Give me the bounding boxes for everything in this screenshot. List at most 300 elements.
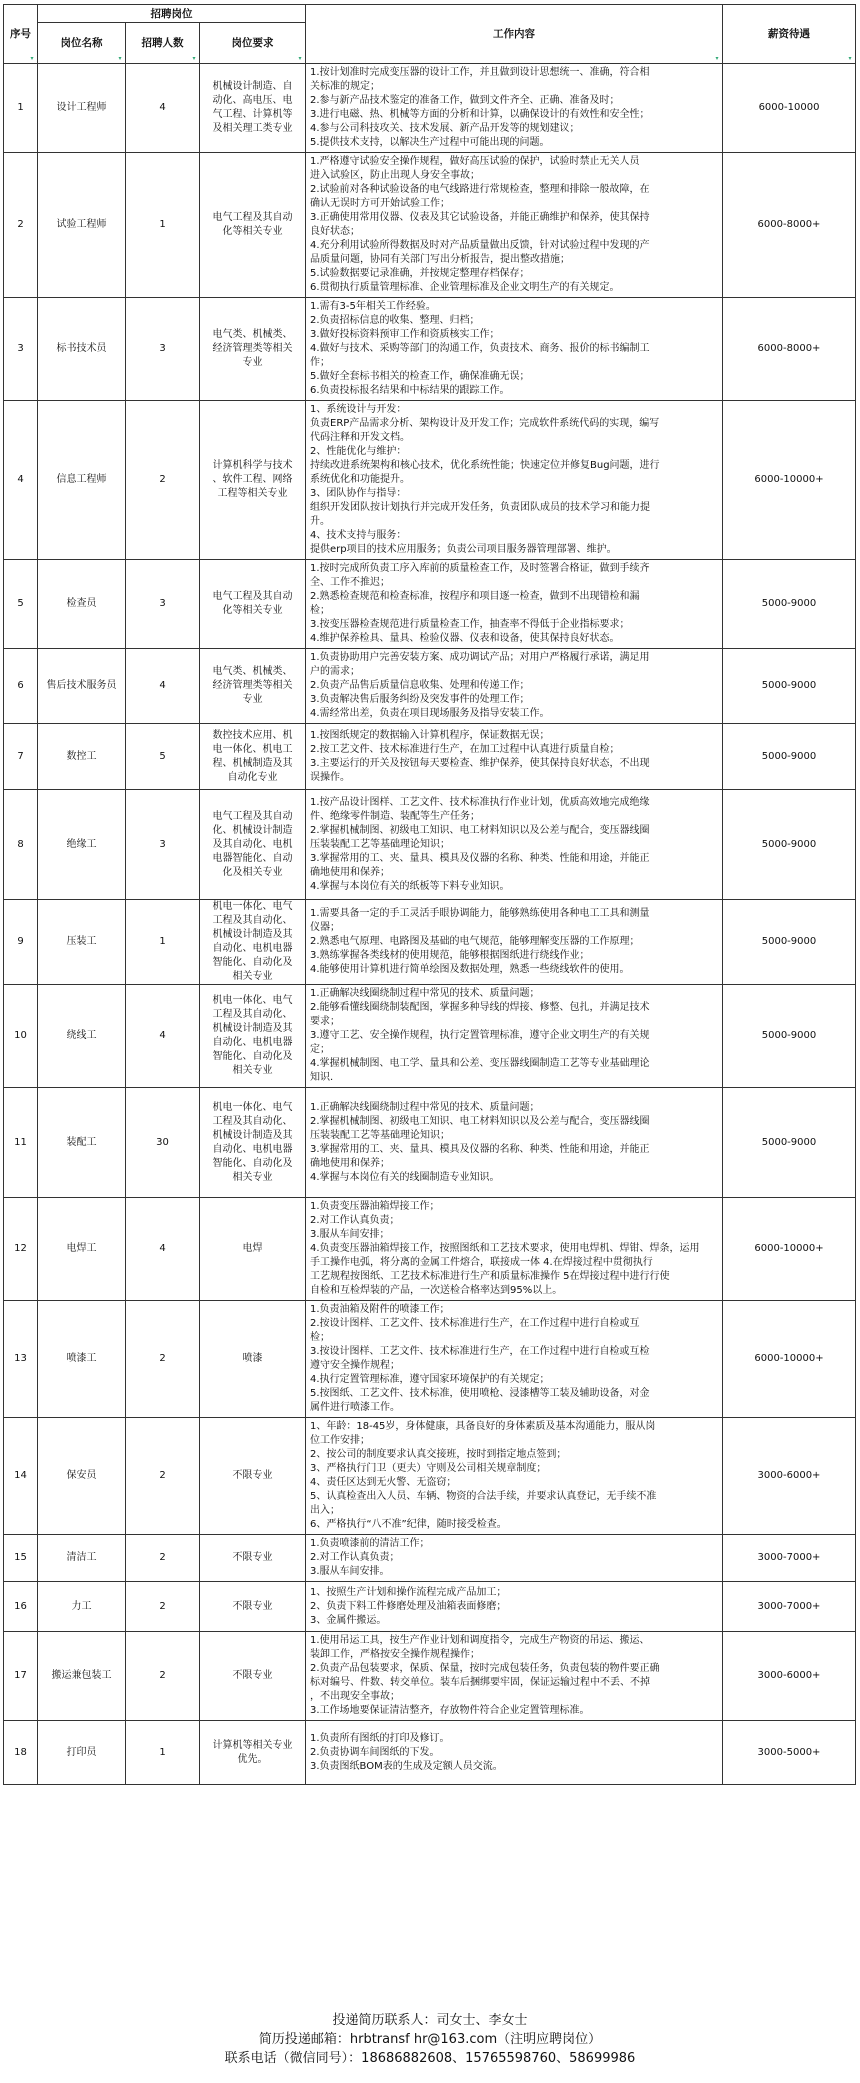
cell-name: 绝缘工	[38, 790, 126, 900]
cell-count: 4	[126, 985, 200, 1088]
content-line: 6.负责投标报名结果和中标结果的跟踪工作。	[310, 385, 510, 396]
req-line: 动化、高电压、电	[212, 95, 293, 106]
cell-salary: 5000-9000	[723, 790, 856, 900]
content-line: 4.掌握与本岗位有关的纸板等下料专业知识。	[310, 880, 510, 892]
table-row	[4, 985, 856, 1088]
req-line: 智能化、自动化及	[212, 1157, 293, 1169]
content-line: 3.负责解决售后服务纠纷及突发事件的处理工作；	[310, 694, 530, 705]
req-line: 化等相关专业	[222, 605, 283, 616]
cell-salary: 3000-7000+	[723, 1535, 856, 1582]
cell-name: 售后技术服务员	[38, 649, 126, 724]
table-row	[4, 1632, 856, 1721]
content-line: 标对编号、件数、转交单位。装车后捆绑要牢固，保证运输过程中不丢、不掉	[310, 1677, 650, 1688]
cell-content	[306, 1721, 723, 1785]
cell-content	[306, 1418, 723, 1535]
content-line: 1.严格遵守试验安全操作规程，做好高压试验的保护，试验时禁止无关人员	[310, 156, 640, 167]
req-line: 相关专业	[232, 971, 273, 982]
req-line: 计算机科学与技术	[212, 460, 293, 471]
cell-req	[200, 1632, 306, 1721]
req-line: 机械设计制造及其	[212, 929, 293, 940]
cell-content	[306, 1535, 723, 1582]
content-line: 4、技术支持与服务：	[310, 530, 407, 541]
content-line: 1、按照生产计划和操作流程完成产品加工；	[310, 1586, 507, 1598]
cell-name: 检查员	[38, 560, 126, 649]
req-line: 经济管理类等相关	[212, 343, 293, 354]
table-row	[4, 298, 856, 401]
cell-content	[306, 1301, 723, 1418]
cell-name: 保安员	[38, 1418, 126, 1535]
cell-name: 打印员	[38, 1721, 126, 1785]
content-line: 4.掌握机械制图、电工学、量具和公差、变压器线圈制造工艺等专业基础理论	[310, 1058, 650, 1069]
cell-seq: 3	[4, 298, 38, 401]
content-line: 2.负责招标信息的收集、整理、归档；	[310, 315, 480, 326]
req-line: 机电一体化、电气	[212, 901, 293, 912]
content-line: 3.遵守工艺、安全操作规程，执行定置管理标准，遵守企业文明生产的有关规	[310, 1030, 650, 1041]
footer-phone: 联系电话（微信同号）：18686882608、15765598760、58699986	[224, 2051, 636, 2066]
content-line: 4.负责变压器油箱焊接工作，按照图纸和工艺技术要求，使用电焊机、焊钳、焊条，运用	[310, 1243, 700, 1254]
req-line: 电一体化、机电工	[212, 743, 293, 755]
content-line: 2.掌握机械制图、初级电工知识、电工材料知识以及公差与配合，变压器线圈	[310, 824, 650, 836]
cell-content	[306, 1632, 723, 1721]
req-line: 化、机械设计制造	[212, 824, 293, 836]
table-row	[4, 1418, 856, 1535]
header-content: 工作内容 ▾	[306, 5, 723, 64]
cell-seq: 4	[4, 401, 38, 560]
cell-name: 标书技术员	[38, 298, 126, 401]
cell-count: 4	[126, 649, 200, 724]
content-line: 1.按时完成所负责工序入库前的质量检查工作，及时签署合格证，做到手续齐	[310, 563, 650, 574]
content-line: 自检和互检焊装的产品，一次送检合格率达到95%以上。	[310, 1285, 563, 1296]
header-seq: 序号 ▾	[4, 5, 38, 64]
cell-name: 设计工程师	[38, 64, 126, 153]
req-line: 化等相关专业	[222, 226, 283, 237]
cell-salary: 5000-9000	[723, 1088, 856, 1198]
cell-name: 力工	[38, 1582, 126, 1632]
req-line: 化及相关专业	[222, 866, 283, 878]
content-line: 5.做好全套标书相关的检查工作，确保准确无误；	[310, 371, 530, 382]
cell-content	[306, 1198, 723, 1301]
cell-name: 试验工程师	[38, 153, 126, 298]
cell-name: 数控工	[38, 724, 126, 790]
req-line: 计算机等相关专业	[212, 1739, 293, 1751]
req-line: 电气类、机械类、	[212, 666, 293, 677]
cell-name: 电焊工	[38, 1198, 126, 1301]
req-line: 及其自动化、电机	[212, 838, 293, 850]
cell-salary: 3000-6000+	[723, 1632, 856, 1721]
req-line: 不限专业	[232, 1552, 273, 1563]
table-row	[4, 1582, 856, 1632]
cell-req	[200, 401, 306, 560]
cell-count: 1	[126, 1721, 200, 1785]
cell-count: 2	[126, 1632, 200, 1721]
cell-req	[200, 1198, 306, 1301]
table-row	[4, 1721, 856, 1785]
content-line: 检；	[310, 605, 330, 616]
req-line: 优先。	[237, 1753, 268, 1765]
filter-dropdown-icon[interactable]: ▾	[715, 55, 719, 62]
cell-seq: 1	[4, 64, 38, 153]
cell-seq: 5	[4, 560, 38, 649]
cell-salary: 5000-9000	[723, 724, 856, 790]
content-line: 2、按公司的制度要求认真交接班，按时到指定地点签到；	[310, 1449, 567, 1460]
cell-req	[200, 153, 306, 298]
content-line: 仪器；	[310, 922, 340, 933]
header-name: 岗位名称 ▾	[38, 23, 126, 64]
req-line: 机电一体化、电气	[212, 995, 293, 1006]
cell-seq: 10	[4, 985, 38, 1088]
content-line: 1.负责协助用户完善安装方案、成功调试产品；对用户严格履行承诺，满足用	[310, 652, 650, 663]
cell-name: 信息工程师	[38, 401, 126, 560]
cell-seq: 11	[4, 1088, 38, 1198]
cell-seq: 6	[4, 649, 38, 724]
content-line: 3.工作场地要保证清洁整齐，存放物件符合企业定置管理标准。	[310, 1705, 590, 1716]
req-line: 相关专业	[232, 1065, 273, 1076]
cell-count: 2	[126, 401, 200, 560]
content-line: 1.负责变压器油箱焊接工作；	[310, 1201, 440, 1212]
table-row	[4, 64, 856, 153]
cell-content	[306, 560, 723, 649]
content-line: 装卸工作，严格按安全操作规程操作；	[310, 1649, 480, 1660]
content-line: 2.负责产品售后质量信息收集、处理和传递工作；	[310, 680, 530, 691]
table-row	[4, 790, 856, 900]
footer-contacts: 投递简历联系人：司女士、李女士	[332, 2013, 528, 2028]
content-line: 代码注释和开发文档。	[310, 432, 410, 443]
req-line: 工程及其自动化、	[212, 915, 293, 926]
content-line: 升。	[310, 516, 330, 527]
cell-content	[306, 298, 723, 401]
table-row	[4, 401, 856, 560]
cell-count: 2	[126, 1418, 200, 1535]
cell-name: 喷漆工	[38, 1301, 126, 1418]
content-line: 2.对工作认真负责；	[310, 1552, 400, 1563]
content-line: 要求；	[310, 1016, 340, 1027]
content-line: 2.试验前对各种试验设备的电气线路进行常规检查，整理和排除一般故障，在	[310, 184, 650, 195]
cell-content	[306, 790, 723, 900]
content-line: 户的需求；	[310, 666, 360, 677]
content-line: 3.熟练掌握各类线材的使用规范，能够根据图纸进行绕线作业；	[310, 950, 590, 961]
req-line: 专业	[242, 357, 263, 368]
footer-email: 简历投递邮箱：hrbtransf hr@163.com（注明应聘岗位）	[258, 2032, 602, 2047]
cell-name: 压装工	[38, 900, 126, 985]
req-line: 自动化、电机电器	[212, 1143, 293, 1155]
cell-salary: 6000-8000+	[723, 298, 856, 401]
content-line: 5.按图纸、工艺文件、技术标准，使用喷枪、浸漆槽等工装及辅助设备，对金	[310, 1388, 650, 1399]
cell-req	[200, 724, 306, 790]
cell-req	[200, 1301, 306, 1418]
cell-salary: 6000-8000+	[723, 153, 856, 298]
req-line: 自动化专业	[227, 771, 278, 783]
content-line: 2.按设计图样、工艺文件、技术标准进行生产，在工作过程中进行自检或互	[310, 1318, 640, 1329]
cell-content	[306, 649, 723, 724]
req-line: 数控技术应用、机	[212, 729, 293, 741]
filter-dropdown-icon[interactable]: ▾	[30, 55, 34, 62]
content-line: 1、系统设计与开发：	[310, 404, 407, 415]
content-line: 2、负责下料工件修磨处理及油箱表面修磨；	[310, 1600, 507, 1612]
cell-name: 清洁工	[38, 1535, 126, 1582]
cell-seq: 7	[4, 724, 38, 790]
cell-count: 2	[126, 1301, 200, 1418]
content-line: 3、团队协作与指导：	[310, 488, 407, 499]
content-line: 1.负责所有图纸的打印及修订。	[310, 1732, 450, 1744]
filter-dropdown-icon[interactable]: ▾	[192, 55, 196, 62]
content-line: 3.负责图纸BOM表的生成及定额人员交流。	[310, 1760, 503, 1772]
content-line: 1.负责喷漆前的清洁工作；	[310, 1538, 430, 1549]
content-line: 4.执行定置管理标准，遵守国家环境保护的有关规定；	[310, 1374, 550, 1385]
cell-name: 装配工	[38, 1088, 126, 1198]
content-line: 4.做好与技术、采购等部门的沟通工作，负责技术、商务、报价的标书编制工	[310, 343, 650, 354]
table-row	[4, 649, 856, 724]
content-line: ，不出现安全事故；	[310, 1691, 400, 1702]
cell-req	[200, 790, 306, 900]
cell-content	[306, 724, 723, 790]
req-line: 电气工程及其自动	[212, 212, 293, 223]
filter-dropdown-icon[interactable]: ▾	[118, 55, 122, 62]
content-line: 2.熟悉检查规范和检查标准，按程序和项目逐一检查，做到不出现错检和漏	[310, 591, 640, 602]
content-line: 3.做好投标资料预审工作和资质核实工作；	[310, 329, 500, 340]
content-line: 2.按工艺文件、技术标准进行生产，在加工过程中认真进行质量自检；	[310, 743, 620, 755]
cell-count: 30	[126, 1088, 200, 1198]
cell-count: 2	[126, 1535, 200, 1582]
cell-req	[200, 1582, 306, 1632]
req-line: 智能化、自动化及	[212, 1051, 293, 1062]
content-line: 关标准的规定；	[310, 81, 380, 92]
req-line: 不限专业	[232, 1470, 273, 1481]
cell-count: 4	[126, 1198, 200, 1301]
cell-count: 3	[126, 790, 200, 900]
content-line: 压装装配工艺等基础理论知识；	[310, 1129, 450, 1141]
content-line: 2.负责协调车间图纸的下发。	[310, 1746, 440, 1758]
cell-seq: 9	[4, 900, 38, 985]
content-line: 品质量问题，协同有关部门写出分析报告，提出整改措施；	[310, 254, 570, 265]
cell-salary: 6000-10000+	[723, 401, 856, 560]
cell-content	[306, 64, 723, 153]
content-line: 全、工作不推迟；	[310, 577, 390, 588]
content-line: 4.需经常出差，负责在项目现场服务及指导安装工作。	[310, 708, 550, 719]
cell-content	[306, 900, 723, 985]
content-line: 遵守安全操作规程；	[310, 1360, 400, 1371]
header-group: 招聘岗位	[38, 5, 306, 23]
content-line: 2.熟悉电气原理、电路图及基础的电气规范，能够理解变压器的工作原理；	[310, 936, 640, 947]
content-line: 出入；	[310, 1505, 340, 1516]
filter-dropdown-icon[interactable]: ▾	[848, 55, 852, 62]
req-line: 工程及其自动化、	[212, 1115, 293, 1127]
content-line: 位工作安排；	[310, 1435, 370, 1446]
cell-salary: 6000-10000	[723, 64, 856, 153]
req-line: 电器智能化、自动	[212, 852, 293, 864]
req-line: 机械设计制造、自	[212, 81, 293, 92]
req-line: 机械设计制造及其	[212, 1129, 293, 1141]
req-line: 智能化、自动化及	[212, 957, 293, 968]
req-line: 专业	[242, 694, 263, 705]
content-line: 1.按计划准时完成变压器的设计工作，并且做到设计思想统一、准确，符合相	[310, 67, 650, 78]
cell-req	[200, 560, 306, 649]
content-line: 1.正确解决线圈绕制过程中常见的技术、质量问题；	[310, 1101, 540, 1113]
cell-salary: 3000-7000+	[723, 1582, 856, 1632]
cell-salary: 5000-9000	[723, 900, 856, 985]
content-line: 进入试验区，防止出现人身安全事故；	[310, 170, 480, 181]
req-line: 程、机械制造及其	[212, 757, 293, 769]
cell-salary: 6000-10000+	[723, 1301, 856, 1418]
cell-salary: 3000-6000+	[723, 1418, 856, 1535]
table-row	[4, 153, 856, 298]
content-line: 3.进行电磁、热、机械等方面的分析和计算，以确保设计的有效性和安全性；	[310, 109, 650, 120]
content-line: 2.负责产品包装要求，保质、保量，按时完成包装任务，负责包装的物件要正确	[310, 1663, 660, 1674]
content-line: 2、性能优化与维护：	[310, 446, 407, 457]
req-line: 工程等相关专业	[217, 488, 288, 499]
content-line: 1.需要具备一定的手工灵活手眼协调能力，能够熟练使用各种电工工具和测量	[310, 908, 650, 919]
content-line: 2.掌握机械制图、初级电工知识、电工材料知识以及公差与配合，变压器线圈	[310, 1115, 650, 1127]
content-line: 确认无误时方可开始试验工作；	[310, 198, 450, 209]
content-line: 3.服从车间安排。	[310, 1566, 390, 1577]
cell-count: 1	[126, 900, 200, 985]
cell-req	[200, 64, 306, 153]
cell-content	[306, 1088, 723, 1198]
content-line: 手工操作电弧，将分离的金属工件熔合，联接成一体 4.在焊接过程中贯彻执行	[310, 1257, 653, 1268]
content-line: 1.按产品设计图样、工艺文件、技术标准执行作业计划，优质高效地完成绝缘	[310, 796, 650, 808]
cell-req	[200, 1418, 306, 1535]
req-line: 电焊	[242, 1243, 263, 1254]
content-line: 确地使用和保养；	[310, 866, 390, 878]
cell-req	[200, 1721, 306, 1785]
req-line: 电气类、机械类、	[212, 329, 293, 340]
cell-seq: 18	[4, 1721, 38, 1785]
req-line: 喷漆	[242, 1353, 263, 1364]
content-line: 3.掌握常用的工、夹、量具、模具及仪器的名称、种类、性能和用途，并能正	[310, 1143, 650, 1155]
content-line: 1.正确解决线圈绕制过程中常见的技术、质量问题；	[310, 988, 540, 999]
table-row	[4, 900, 856, 985]
cell-seq: 13	[4, 1301, 38, 1418]
req-line: 相关专业	[232, 1171, 273, 1183]
content-line: 4、责任区达到无火警、无盗窃；	[310, 1477, 457, 1488]
content-line: 提供erp项目的技术应用服务；负责公司项目服务器管理部署、维护。	[310, 544, 617, 555]
content-line: 3.按变压器检查规范进行质量检查工作，抽查率不得低于企业指标要求；	[310, 619, 630, 630]
cell-req	[200, 985, 306, 1088]
req-line: 自动化、电机电器	[212, 943, 293, 954]
recruitment-table	[3, 4, 856, 1785]
cell-count: 4	[126, 64, 200, 153]
content-line: 3.正确使用常用仪器、仪表及其它试验设备，并能正确维护和保养，使其保持	[310, 212, 650, 223]
content-line: 3.按设计图样、工艺文件、技术标准进行生产，在工作过程中进行自检或互检	[310, 1346, 650, 1357]
req-line: 、软件工程、网络	[212, 474, 293, 485]
cell-seq: 15	[4, 1535, 38, 1582]
header-salary: 薪资待遇 ▾	[723, 5, 856, 64]
content-line: 1.负责油箱及附件的喷漆工作；	[310, 1304, 450, 1315]
table-row	[4, 1198, 856, 1301]
content-line: 属件进行喷漆工作。	[310, 1402, 400, 1413]
cell-req	[200, 1535, 306, 1582]
cell-seq: 17	[4, 1632, 38, 1721]
table-row	[4, 1088, 856, 1198]
cell-content	[306, 985, 723, 1088]
content-line: 2.参与新产品技术鉴定的准备工作，做到文件齐全、正确、准备及时；	[310, 95, 620, 106]
content-line: 5.试验数据要记录准确，并按规定整理存档保存；	[310, 268, 530, 279]
content-line: 压装装配工艺等基础理论知识；	[310, 838, 450, 850]
filter-dropdown-icon[interactable]: ▾	[298, 55, 302, 62]
cell-req	[200, 900, 306, 985]
content-line: 1.使用吊运工具，按生产作业计划和调度指令，完成生产物资的吊运、搬运、	[310, 1635, 650, 1646]
table-row	[4, 560, 856, 649]
content-line: 3、严格执行门卫（更夫）守则及公司相关规章制度；	[310, 1463, 547, 1474]
req-line: 及相关理工类专业	[212, 123, 293, 134]
cell-seq: 8	[4, 790, 38, 900]
header-req: 岗位要求 ▾	[200, 23, 306, 64]
cell-req	[200, 1088, 306, 1198]
content-line: 6.贯彻执行质量管理标准、企业管理标准及企业文明生产的有关规定。	[310, 282, 620, 293]
cell-salary: 5000-9000	[723, 985, 856, 1088]
content-line: 4.能够使用计算机进行简单绘图及数据处理，熟悉一些绕线软件的使用。	[310, 964, 630, 975]
content-line: 4.掌握与本岗位有关的线圈制造专业知识。	[310, 1171, 500, 1183]
content-line: 3.服从车间安排；	[310, 1229, 390, 1240]
cell-salary: 3000-5000+	[723, 1721, 856, 1785]
content-line: 确地使用和保养；	[310, 1157, 390, 1169]
content-line: 持续改进系统架构和核心技术，优化系统性能；快速定位并修复Bug问题，进行	[310, 460, 660, 471]
content-line: 2.对工作认真负责；	[310, 1215, 400, 1226]
cell-name: 绕线工	[38, 985, 126, 1088]
content-line: 6、严格执行“八不准”纪律，随时接受检查。	[310, 1519, 507, 1530]
header-count: 招聘人数 ▾	[126, 23, 200, 64]
cell-salary: 6000-10000+	[723, 1198, 856, 1301]
cell-req	[200, 649, 306, 724]
cell-count: 3	[126, 560, 200, 649]
cell-req	[200, 298, 306, 401]
req-line: 不限专业	[232, 1670, 273, 1681]
content-line: 2.能够看懂线圈绕制装配图，掌握多种导线的焊接、修整、包扎，并满足技术	[310, 1002, 650, 1013]
content-line: 4.参与公司科技攻关、技术发展、新产品开发等的规划建议；	[310, 123, 580, 134]
cell-count: 5	[126, 724, 200, 790]
cell-salary: 5000-9000	[723, 649, 856, 724]
content-line: 知识.	[310, 1072, 334, 1083]
content-line: 误操作。	[310, 771, 350, 783]
cell-content	[306, 1582, 723, 1632]
content-line: 1、年龄：18-45岁，身体健康，具备良好的身体素质及基本沟通能力，服从岗	[310, 1421, 656, 1432]
content-line: 负责ERP产品需求分析、架构设计及开发工作；完成软件系统代码的实现，编写	[310, 418, 660, 429]
content-line: 组织开发团队按计划执行并完成开发任务，负责团队成员的技术学习和能力提	[310, 502, 650, 513]
cell-seq: 16	[4, 1582, 38, 1632]
content-line: 定；	[310, 1044, 330, 1055]
req-line: 电气工程及其自动	[212, 810, 293, 822]
content-line: 4.充分利用试验所得数据及时对产品质量做出反馈，针对试验过程中发现的产	[310, 240, 650, 251]
req-line: 自动化、电机电器	[212, 1037, 293, 1048]
req-line: 工程及其自动化、	[212, 1009, 293, 1020]
content-line: 工艺规程按图纸、工艺技术标准进行生产和质量标准操作 5在焊接过程中进行行使	[310, 1271, 670, 1282]
cell-content	[306, 153, 723, 298]
req-line: 电气工程及其自动	[212, 591, 293, 602]
content-line: 系统优化和功能提升。	[310, 474, 410, 485]
cell-seq: 14	[4, 1418, 38, 1535]
content-line: 3.主要运行的开关及按钮每天要检查、维护保养，使其保持良好状态，不出现	[310, 757, 650, 769]
cell-count: 1	[126, 153, 200, 298]
content-line: 件、绝缘零件制造、装配等生产任务；	[310, 810, 480, 822]
req-line: 气工程、计算机等	[212, 109, 293, 120]
content-line: 5、认真检查出入人员、车辆、物资的合法手续，并要求认真登记，无手续不准	[310, 1491, 657, 1502]
req-line: 机械设计制造及其	[212, 1023, 293, 1034]
req-line: 经济管理类等相关	[212, 680, 293, 691]
content-line: 检；	[310, 1332, 330, 1343]
cell-content	[306, 401, 723, 560]
content-line: 4.维护保养检具、量具、检验仪器、仪表和设备，使其保持良好状态。	[310, 633, 620, 644]
content-line: 1.需有3-5年相关工作经验。	[310, 301, 436, 312]
cell-name: 搬运兼包装工	[38, 1632, 126, 1721]
content-line: 3.掌握常用的工、夹、量具、模具及仪器的名称、种类、性能和用途，并能正	[310, 852, 650, 864]
content-line: 作；	[310, 357, 330, 368]
req-line: 机电一体化、电气	[212, 1101, 293, 1113]
table-row	[4, 1535, 856, 1582]
cell-salary: 5000-9000	[723, 560, 856, 649]
content-line: 良好状态；	[310, 226, 360, 237]
content-line: 3、金属件搬运。	[310, 1614, 387, 1626]
table-row	[4, 724, 856, 790]
table-row	[4, 1301, 856, 1418]
